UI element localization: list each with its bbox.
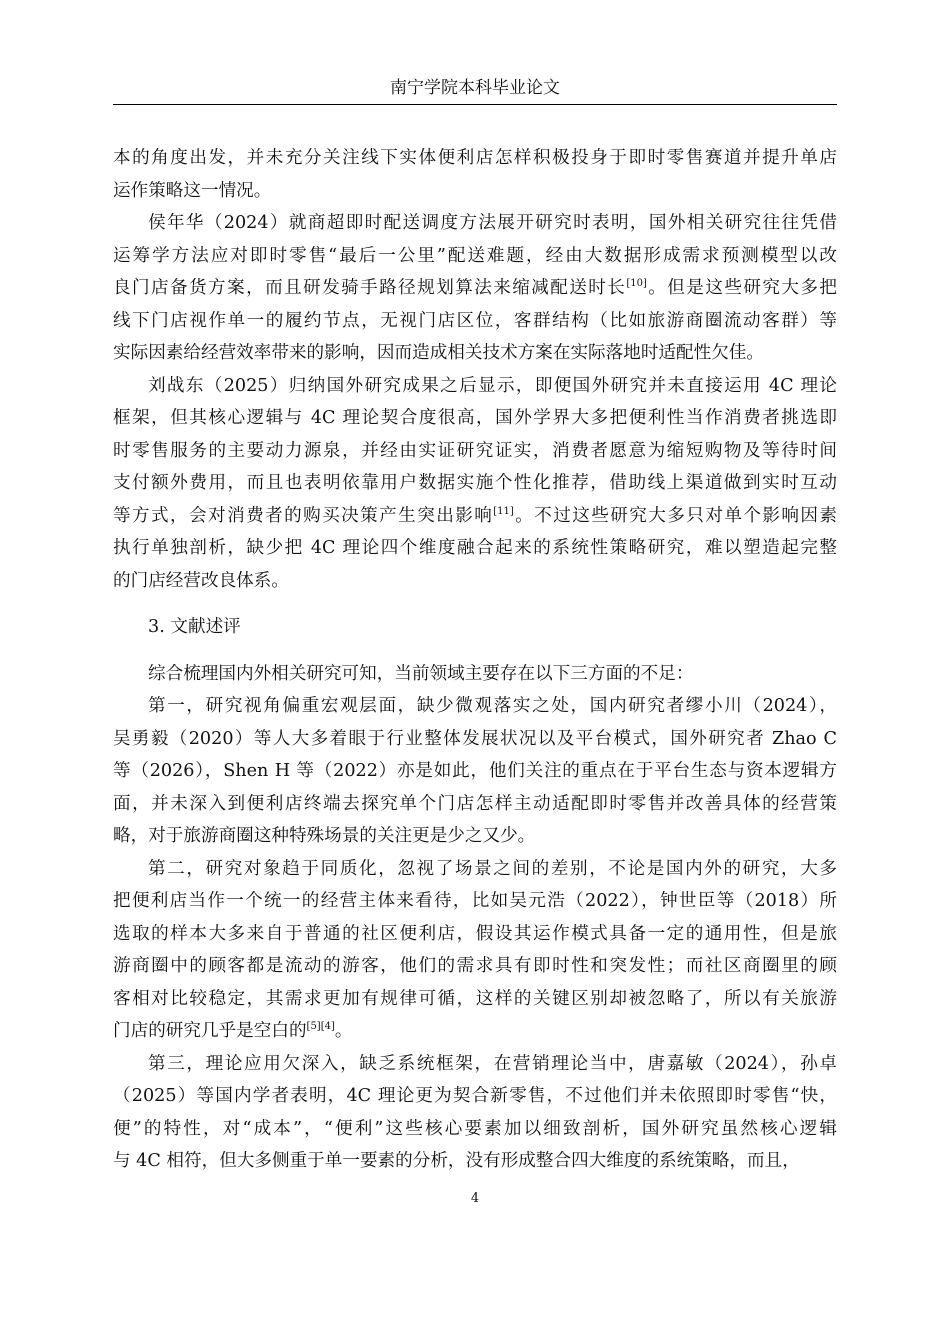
text-line: 第三，理论应用欠深入，缺乏系统框架，在营销理论当中，唐嘉敏（2024），孙卓 — [148, 1053, 837, 1074]
paragraph — [113, 690, 837, 853]
text-line: 把便利店当作一个统一的经营主体来看待，比如吴元浩（2022），钟世臣等（2018）所 — [113, 891, 837, 911]
paragraph — [113, 853, 837, 1048]
text-line: 等方式，会对消费者的购买决策产生突出影响[11]。不过这些研究大多只对单个影响因素 — [113, 505, 837, 526]
citation-marker: [10] — [626, 278, 647, 290]
citation-marker: [4] — [320, 1021, 335, 1033]
section-heading: 3. 文献述评 — [148, 617, 241, 637]
citation-marker: [5] — [306, 1021, 321, 1033]
text-line: 略，对于旅游商圈这种特殊场景的关注更是少之又少。 — [113, 826, 536, 846]
text-line: 运筹学方法应对即时零售“最后一公里”配送难题，经由大数据形成需求预测模型以改 — [113, 245, 837, 266]
text-line: 的门店经营改良体系。 — [113, 570, 289, 591]
page-number: 4 — [470, 1191, 480, 1206]
section-gap-bottom — [113, 644, 837, 658]
text-line: 运作策略这一情况。 — [113, 180, 272, 201]
paragraph-group — [113, 142, 837, 597]
text-line: 侯年华（2024）就商超即时配送调度方法展开研究时表明，国外相关研究往往凭借 — [148, 213, 837, 233]
text-line: 线下门店视作单一的履约节点，无视门店区位，客群结构（比如旅游商圈流动客群）等 — [113, 310, 837, 331]
header-rule — [113, 104, 837, 105]
text-line: 良门店备货方案，而且研发骑手路径规划算法来缩减配送时长[10]。但是这些研究大多把 — [113, 278, 837, 298]
citation-marker: [11] — [493, 505, 514, 517]
text-line: 选取的样本大多来自于普通的社区便利店，假设其运作模式具备一定的通用性，但是旅 — [113, 923, 837, 944]
text-line: 实际因素给经营效率带来的影响，因而造成相关技术方案在实际落地时适配性欠佳。 — [113, 343, 764, 363]
text-line: 综合梳理国内外相关研究可知，当前领域主要存在以下三方面的不足： — [148, 663, 694, 684]
body-text — [113, 142, 837, 1178]
text-line: 时零售服务的主要动力源泉，并经由实证研究证实，消费者愿意为缩短购物及等待时间 — [113, 440, 837, 461]
paragraph — [113, 207, 837, 370]
text-line: 刘战东（2025）归纳国外研究成果之后显示，即便国外研究并未直接运用 4C 理论 — [148, 375, 837, 396]
text-line: 便”的特性，对“成本”，“便利”这些核心要素加以细致剖析，国外研究虽然核心逻辑 — [113, 1118, 837, 1139]
text-line: 吴勇毅（2020）等人大多着眼于行业整体发展状况以及平台模式，国外研究者 Zhao C — [113, 728, 837, 749]
paragraph — [113, 142, 837, 207]
text-line: 本的角度出发，并未充分关注线下实体便利店怎样积极投身于即时零售赛道并提升单店 — [113, 148, 837, 168]
paragraph — [113, 370, 837, 598]
section-gap-top — [113, 597, 837, 611]
page-header: 南宁学院本科毕业论文 — [390, 78, 560, 98]
paragraph — [113, 1048, 837, 1178]
text-line: 框架，但其核心逻辑与 4C 理论契合度很高，国外学界大多把便利性当作消费者挑选即 — [113, 408, 837, 428]
text-line: 客相对比较稳定，其需求更加有规律可循，这样的关键区别却被忽略了，所以有关旅游 — [113, 988, 837, 1009]
text-line: （2025）等国内学者表明，4C 理论更为契合新零售，不过他们并未依照即时零售“快， — [113, 1086, 837, 1106]
text-line: 面，并未深入到便利店终端去探究单个门店怎样主动适配即时零售并改善具体的经营策 — [113, 793, 837, 814]
text-line: 门店的研究几乎是空白的[5][4]。 — [113, 1021, 353, 1041]
text-line: 游商圈中的顾客都是流动的游客，他们的需求具有即时性和突发性；而社区商圈里的顾 — [113, 956, 837, 976]
paragraph-group — [113, 658, 837, 1178]
text-line: 与 4C 相符，但大多侧重于单一要素的分析，没有形成整合四大维度的系统策略，而且， — [113, 1151, 800, 1171]
text-line: 等（2026），Shen H 等（2022）亦是如此，他们关注的重点在于平台生态与资本逻辑方 — [113, 761, 837, 781]
text-line: 第一，研究视角偏重宏观层面，缺少微观落实之处，国内研究者缪小川（2024）， — [148, 696, 837, 716]
text-line: 支付额外费用，而且也表明依靠用户数据实施个性化推荐，借助线上渠道做到实时互动 — [113, 473, 837, 493]
text-line: 第二，研究对象趋于同质化，忽视了场景之间的差别，不论是国内外的研究，大多 — [148, 858, 837, 879]
paragraph — [113, 658, 837, 691]
text-line: 执行单独剖析，缺少把 4C 理论四个维度融合起来的系统性策略研究，难以塑造起完整 — [113, 538, 837, 558]
